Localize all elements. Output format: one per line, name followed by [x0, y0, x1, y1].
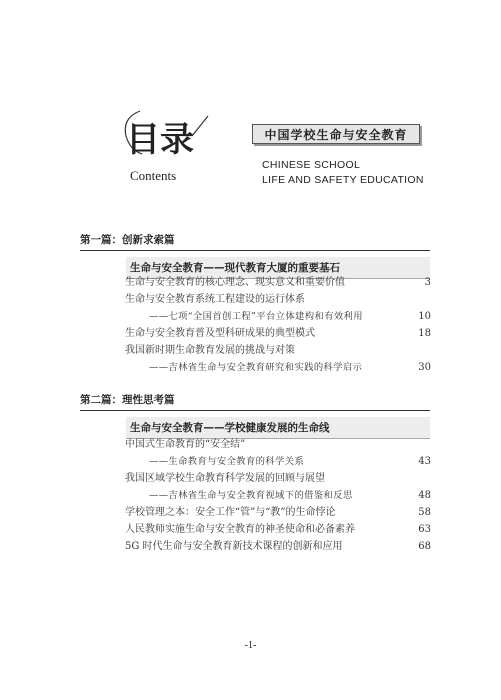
- book-title-box: [252, 124, 420, 144]
- page-number: 10: [418, 311, 431, 322]
- page-number: 48: [418, 490, 431, 501]
- book-title-en-line2: LIFE AND SAFETY EDUCATION: [262, 174, 424, 186]
- toc-entry[interactable]: 人民教师实施生命与安全教育的神圣使命和必备素养 63: [125, 521, 431, 538]
- page-number: 63: [418, 524, 431, 535]
- toc-entry[interactable]: 生命与安全教育系统工程建设的运行体系: [125, 294, 305, 305]
- part-subheading: 生命与安全教育——学校健康发展的生命线: [126, 417, 430, 439]
- part-2-entries: [125, 436, 431, 555]
- page-number: 58: [418, 507, 431, 518]
- toc-entry[interactable]: ——吉林省生命与安全教育研究和实践的科学启示 30: [125, 359, 431, 376]
- page-number: 3: [424, 277, 431, 288]
- toc-entry[interactable]: 5G 时代生命与安全教育新技术课程的创新和应用 68: [125, 538, 431, 555]
- part-heading: 第二篇：理性思考篇: [80, 392, 430, 411]
- part-1: [80, 232, 430, 279]
- contents-label: Contents: [130, 168, 177, 183]
- page-footer-number: -1-: [244, 640, 257, 651]
- slash-ornament: [190, 114, 210, 138]
- toc-entry[interactable]: ——吉林省生命与安全教育视域下的借鉴和反思 48: [125, 487, 431, 504]
- page-number: 68: [418, 541, 431, 552]
- toc-entry[interactable]: 生命与安全教育的核心理念、现实意义和重要价值 3: [125, 274, 431, 291]
- book-title-cn: 中国学校生命与安全教育: [264, 127, 408, 142]
- part-heading: 第一篇：创新求索篇: [80, 232, 430, 251]
- toc-entry[interactable]: 生命与安全教育普及型科研成果的典型模式 18: [125, 325, 431, 342]
- mulu-heading: 目录: [126, 120, 194, 160]
- book-title-en: [262, 158, 424, 188]
- page-number: 30: [418, 362, 431, 373]
- toc-entry[interactable]: 中国式生命教育的“安全结”: [125, 439, 246, 450]
- part-2: [80, 392, 430, 439]
- book-title-en-line1: CHINESE SCHOOL: [262, 159, 361, 171]
- toc-entry[interactable]: 我国区域学校生命教育科学发展的回顾与展望: [125, 473, 325, 484]
- toc-entry[interactable]: 我国新时期生命教育发展的挑战与对策: [125, 345, 295, 356]
- toc-entry[interactable]: ——生命教育与安全教育的科学关系 43: [125, 453, 431, 470]
- part-1-entries: [125, 274, 431, 376]
- part-subheading: 生命与安全教育——现代教育大厦的重要基石: [126, 257, 430, 279]
- page-number: 18: [418, 328, 431, 339]
- toc-entry[interactable]: 学校管理之本：安全工作“管”与“教”的生命悖论 58: [125, 504, 431, 521]
- toc-entry[interactable]: ——七项“全国首创工程”平台立体建构和有效利用 10: [125, 308, 431, 325]
- page-number: 43: [418, 456, 431, 467]
